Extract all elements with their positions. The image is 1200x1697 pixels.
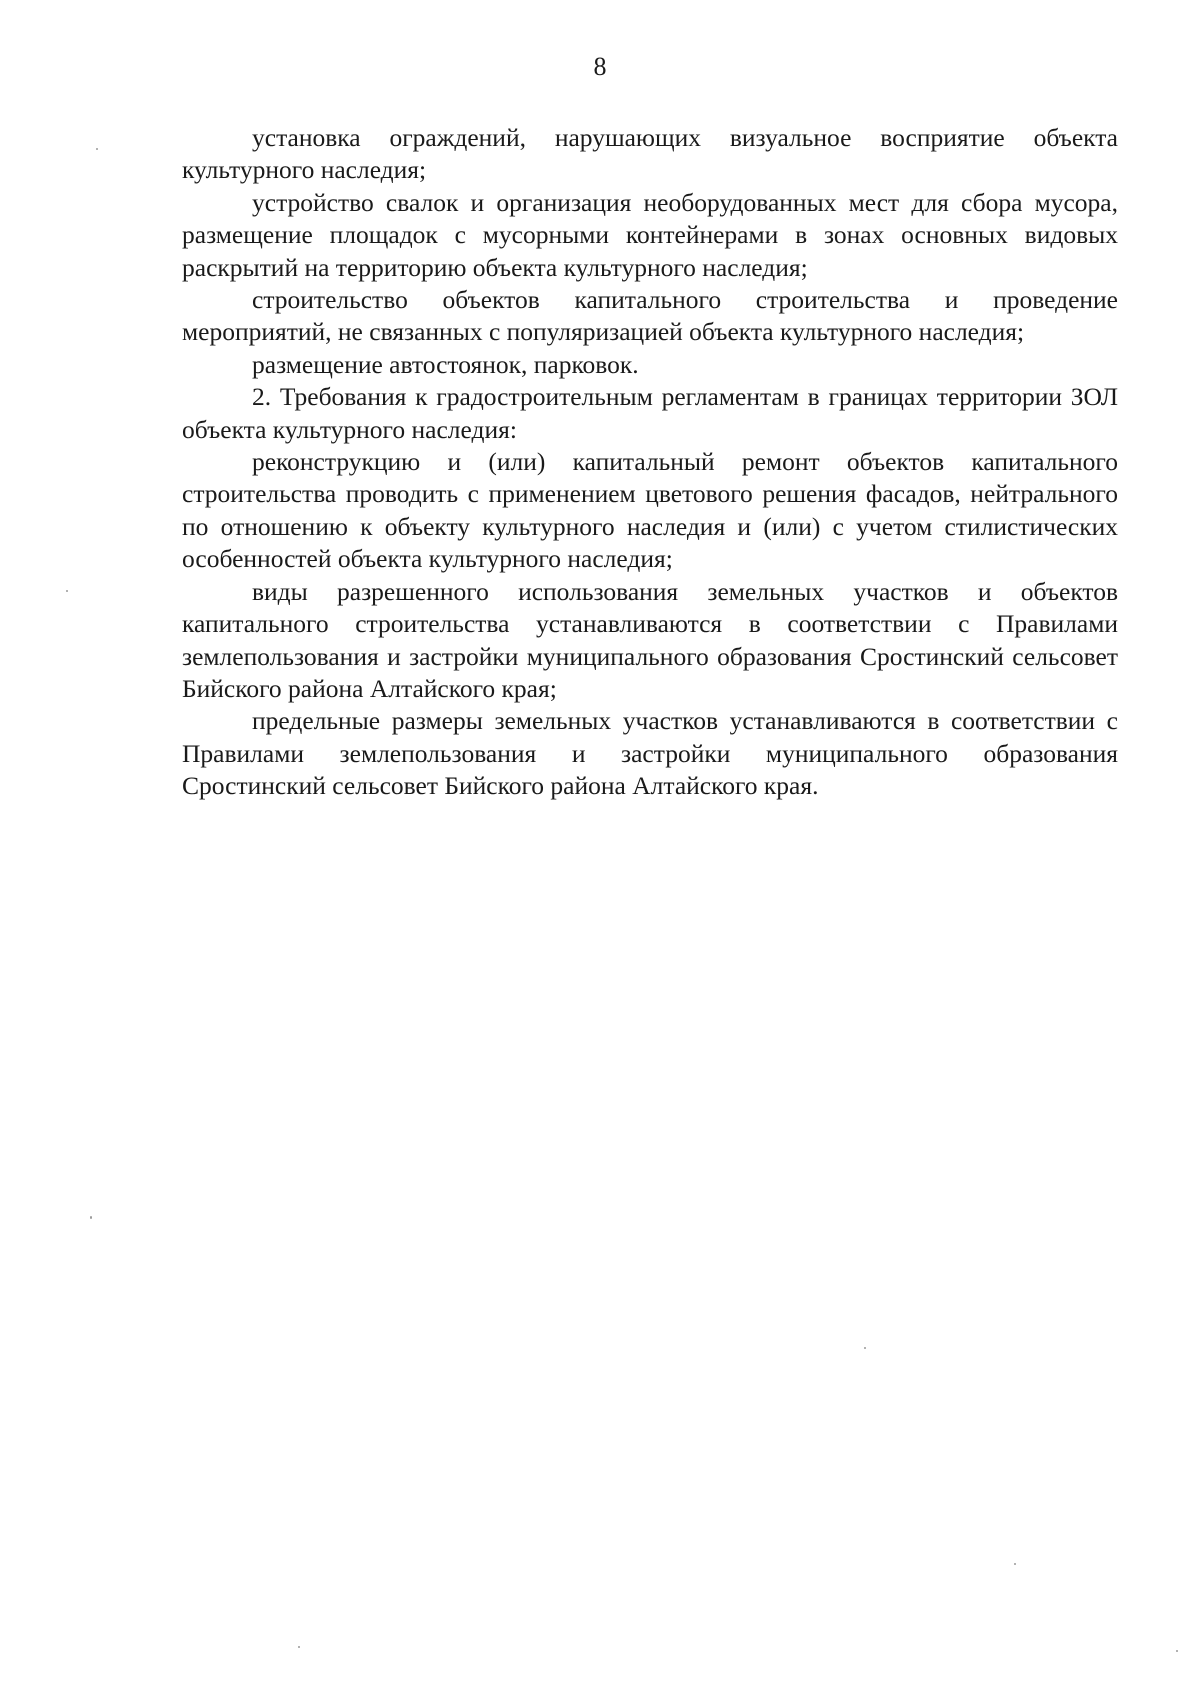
paragraph-parking: размещение автостоянок, парковок. — [252, 349, 639, 379]
scan-speck — [298, 1646, 300, 1648]
paragraph-plot-sizes: предельные размеры земельных участков устанавливаются в соответствии с Правилами землепользования и застройки муниципального образования Сростинский сельсовет Бийского района Алтайского края. — [182, 706, 1118, 801]
document-body — [182, 122, 1118, 803]
scan-speck — [90, 1216, 92, 1219]
paragraph-fences: установка ограждений, нарушающих визуальное восприятие объекта культурного наследия; — [182, 123, 1118, 185]
paragraph-section-2-heading: 2. Требования к градостроительным регламентам в границах территории ЗОЛ объекта культурного наследия: — [182, 382, 1118, 444]
scan-speck — [1014, 1563, 1016, 1565]
scan-speck — [1176, 1650, 1178, 1652]
scan-speck — [96, 148, 98, 150]
paragraph-permitted-use: виды разрешенного использования земельных участков и объектов капитального строительства устанавливаются в соответствии с Правилами землепользования и застройки муниципального образования Сростинский сельсовет Бийского района Алтайского края; — [182, 576, 1118, 703]
scan-speck — [864, 1347, 866, 1349]
paragraph-reconstruction: реконструкцию и (или) капитальный ремонт объектов капитального строительства проводить с применением цветового решения фасадов, нейтрального по отношению к объекту культурного наследия и (или) с учетом стилистических особенностей объекта культурного наследия; — [182, 447, 1118, 574]
paragraph-construction: строительство объектов капитального строительства и проведение мероприятий, не связанных с популяризацией объекта культурного наследия; — [182, 285, 1118, 347]
scan-speck — [66, 590, 68, 592]
paragraph-dumps: устройство свалок и организация необорудованных мест для сбора мусора, размещение площадок с мусорными контейнерами в зонах основных видовых раскрытий на территорию объекта культурного наследия; — [182, 187, 1118, 282]
page-number: 8 — [593, 52, 607, 81]
